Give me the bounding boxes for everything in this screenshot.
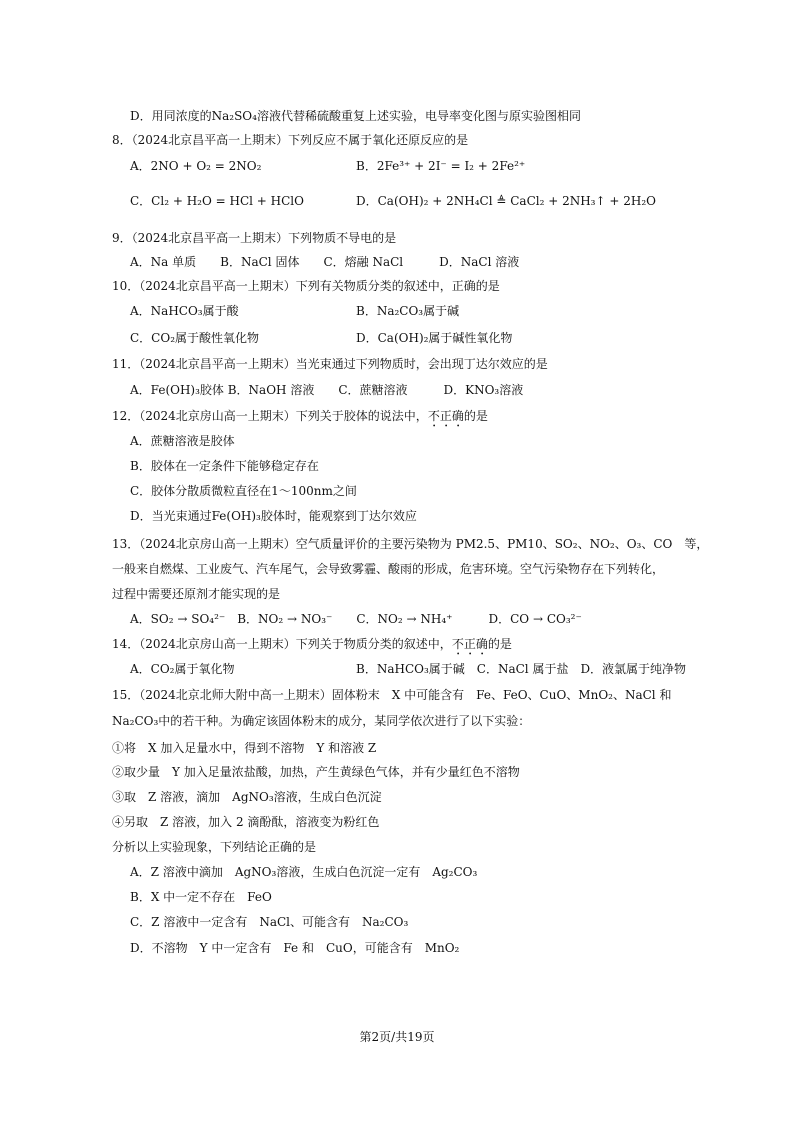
text-line bbox=[112, 814, 379, 830]
line-text: D．用同浓度的Na₂SO₄溶液代替稀硫酸重复上述实验，电导率变化图与原实验图相同 bbox=[130, 109, 581, 123]
line-text: Na₂CO₃中的若干种。为确定该固体粉末的成分，某同学依次进行了以下实验： bbox=[112, 714, 531, 728]
line-text: A．Fe(OH)₃胶体 B．NaOH 溶液 C．蔗糖溶液 D．KNO₃溶液 bbox=[130, 383, 524, 397]
line-text: A．2NO + O₂ = 2NO₂ bbox=[130, 159, 262, 173]
text-line bbox=[112, 740, 376, 756]
option-line bbox=[130, 483, 357, 499]
text-line bbox=[112, 839, 316, 855]
line-text: 11．（2024北京昌平高一上期末）当光束通过下列物质时，会出现丁达尔效应的是 bbox=[112, 357, 548, 371]
line-text: C．胶体分散质微粒直径在1～100nm之间 bbox=[130, 484, 357, 498]
option-line-right: D．Ca(OH)₂属于碱性氧化物 bbox=[356, 331, 513, 345]
emphasis-text: 不正确 bbox=[451, 637, 488, 651]
line-text: 13．（2024北京房山高一上期末）空气质量评价的主要污染物为 PM2.5、PM10、SO₂、NO₂、O₃、CO 等， bbox=[112, 537, 709, 551]
option-line bbox=[130, 940, 459, 956]
question-line bbox=[112, 687, 671, 703]
line-text: B．X 中一定不存在 FeO bbox=[130, 890, 272, 904]
question-line bbox=[112, 132, 468, 148]
line-text: 14．（2024北京房山高一上期末）下列关于物质分类的叙述中， bbox=[112, 637, 452, 651]
line-text: ④另取 Z 溶液，加入 2 滴酚酞，溶液变为粉红色 bbox=[112, 815, 380, 829]
option-line-right: B．Na₂CO₃属于碱 bbox=[356, 304, 460, 318]
line-text: A．Z 溶液中滴加 AgNO₃溶液，生成白色沉淀一定有 Ag₂CO₃ bbox=[130, 865, 478, 879]
line-text: ③取 Z 溶液，滴加 AgNO₃溶液，生成白色沉淀 bbox=[112, 790, 382, 804]
option-line bbox=[130, 661, 235, 677]
line-text: C．Cl₂ + H₂O = HCl + HClO bbox=[130, 194, 304, 208]
line-tail: 的是 bbox=[487, 637, 512, 651]
option-line bbox=[130, 158, 261, 174]
line-text: 9．（2024北京昌平高一上期末）下列物质不导电的是 bbox=[112, 231, 397, 245]
line-text: A．SO₂ → SO₄²⁻ B．NO₂ → NO₃⁻ C．NO₂ → NH₄⁺ D．CO → CO₃²⁻ bbox=[130, 612, 582, 626]
option-line-right: B．NaHCO₃属于碱 C．NaCl 属于盐 D．液氯属于纯净物 bbox=[356, 662, 687, 676]
option-line bbox=[130, 889, 272, 905]
line-text: C．CO₂属于酸性氧化物 bbox=[130, 331, 260, 345]
option-line bbox=[130, 914, 408, 930]
line-text: 10．（2024北京昌平高一上期末）下列有关物质分类的叙述中，正确的是 bbox=[112, 279, 500, 293]
question-line bbox=[112, 356, 548, 372]
emphasis-text: 不正确 bbox=[427, 409, 464, 423]
text-line bbox=[112, 789, 382, 805]
line-text: A．NaHCO₃属于酸 bbox=[130, 304, 239, 318]
question-line bbox=[112, 713, 530, 729]
line-text: 8．（2024北京昌平高一上期末）下列反应不属于氧化还原反应的是 bbox=[112, 133, 469, 147]
line-text: 15．（2024北京北师大附中高一上期末）固体粉末 X 中可能含有 Fe、FeO、CuO、MnO₂、NaCl 和 bbox=[112, 688, 672, 702]
line-text: A．蔗糖溶液是胶体 bbox=[130, 434, 235, 448]
line-text: ①将 X 加入足量水中，得到不溶物 Y 和溶液 Z bbox=[112, 741, 377, 755]
line-text: A．Na 单质 B．NaCl 固体 C．熔融 NaCl D．NaCl 溶液 bbox=[130, 255, 520, 269]
line-text: B．胶体在一定条件下能够稳定存在 bbox=[130, 459, 319, 473]
option-line bbox=[130, 864, 477, 880]
option-line bbox=[130, 433, 235, 449]
question-line bbox=[112, 536, 708, 552]
option-line bbox=[130, 330, 259, 346]
line-tail: 的是 bbox=[463, 409, 488, 423]
option-line bbox=[130, 508, 417, 524]
line-text: 过程中需要还原剂才能实现的是 bbox=[112, 587, 281, 601]
line-text: 一般来自燃煤、工业废气、汽车尾气，会导致雾霾、酸雨的形成，危害环境。空气污染物存在下列转化， bbox=[112, 562, 665, 576]
line-text: 分析以上实验现象，下列结论正确的是 bbox=[112, 840, 317, 854]
option-line bbox=[130, 382, 523, 398]
option-line-right: D．Ca(OH)₂ + 2NH₄Cl ≜ CaCl₂ + 2NH₃↑ + 2H₂O bbox=[356, 194, 656, 208]
text-line bbox=[112, 764, 520, 780]
line-text: A．CO₂属于氧化物 bbox=[130, 662, 235, 676]
line-text: C．Z 溶液中一定含有 NaCl、可能含有 Na₂CO₃ bbox=[130, 915, 409, 929]
question-line bbox=[112, 586, 280, 602]
line-text: ②取少量 Y 加入足量浓盐酸，加热，产生黄绿色气体，并有少量红色不溶物 bbox=[112, 765, 520, 779]
option-line-right: B．2Fe³⁺ + 2I⁻ = I₂ + 2Fe²⁺ bbox=[356, 159, 526, 173]
question-line bbox=[112, 408, 488, 430]
option-line bbox=[130, 108, 581, 124]
option-line bbox=[130, 611, 582, 627]
question-line bbox=[112, 278, 500, 294]
option-line bbox=[130, 254, 519, 270]
question-line bbox=[112, 230, 396, 246]
option-line bbox=[130, 193, 304, 209]
question-line bbox=[112, 636, 512, 658]
line-text: D．当光束通过Fe(OH)₃胶体时，能观察到丁达尔效应 bbox=[130, 509, 417, 523]
line-text: D．不溶物 Y 中一定含有 Fe 和 CuO，可能含有 MnO₂ bbox=[130, 941, 460, 955]
question-line bbox=[112, 561, 664, 577]
line-text: 12．（2024北京房山高一上期末）下列关于胶体的说法中， bbox=[112, 409, 428, 423]
page-footer: 第2页/共19页 bbox=[359, 1030, 435, 1044]
option-line bbox=[130, 458, 319, 474]
option-line bbox=[130, 303, 239, 319]
